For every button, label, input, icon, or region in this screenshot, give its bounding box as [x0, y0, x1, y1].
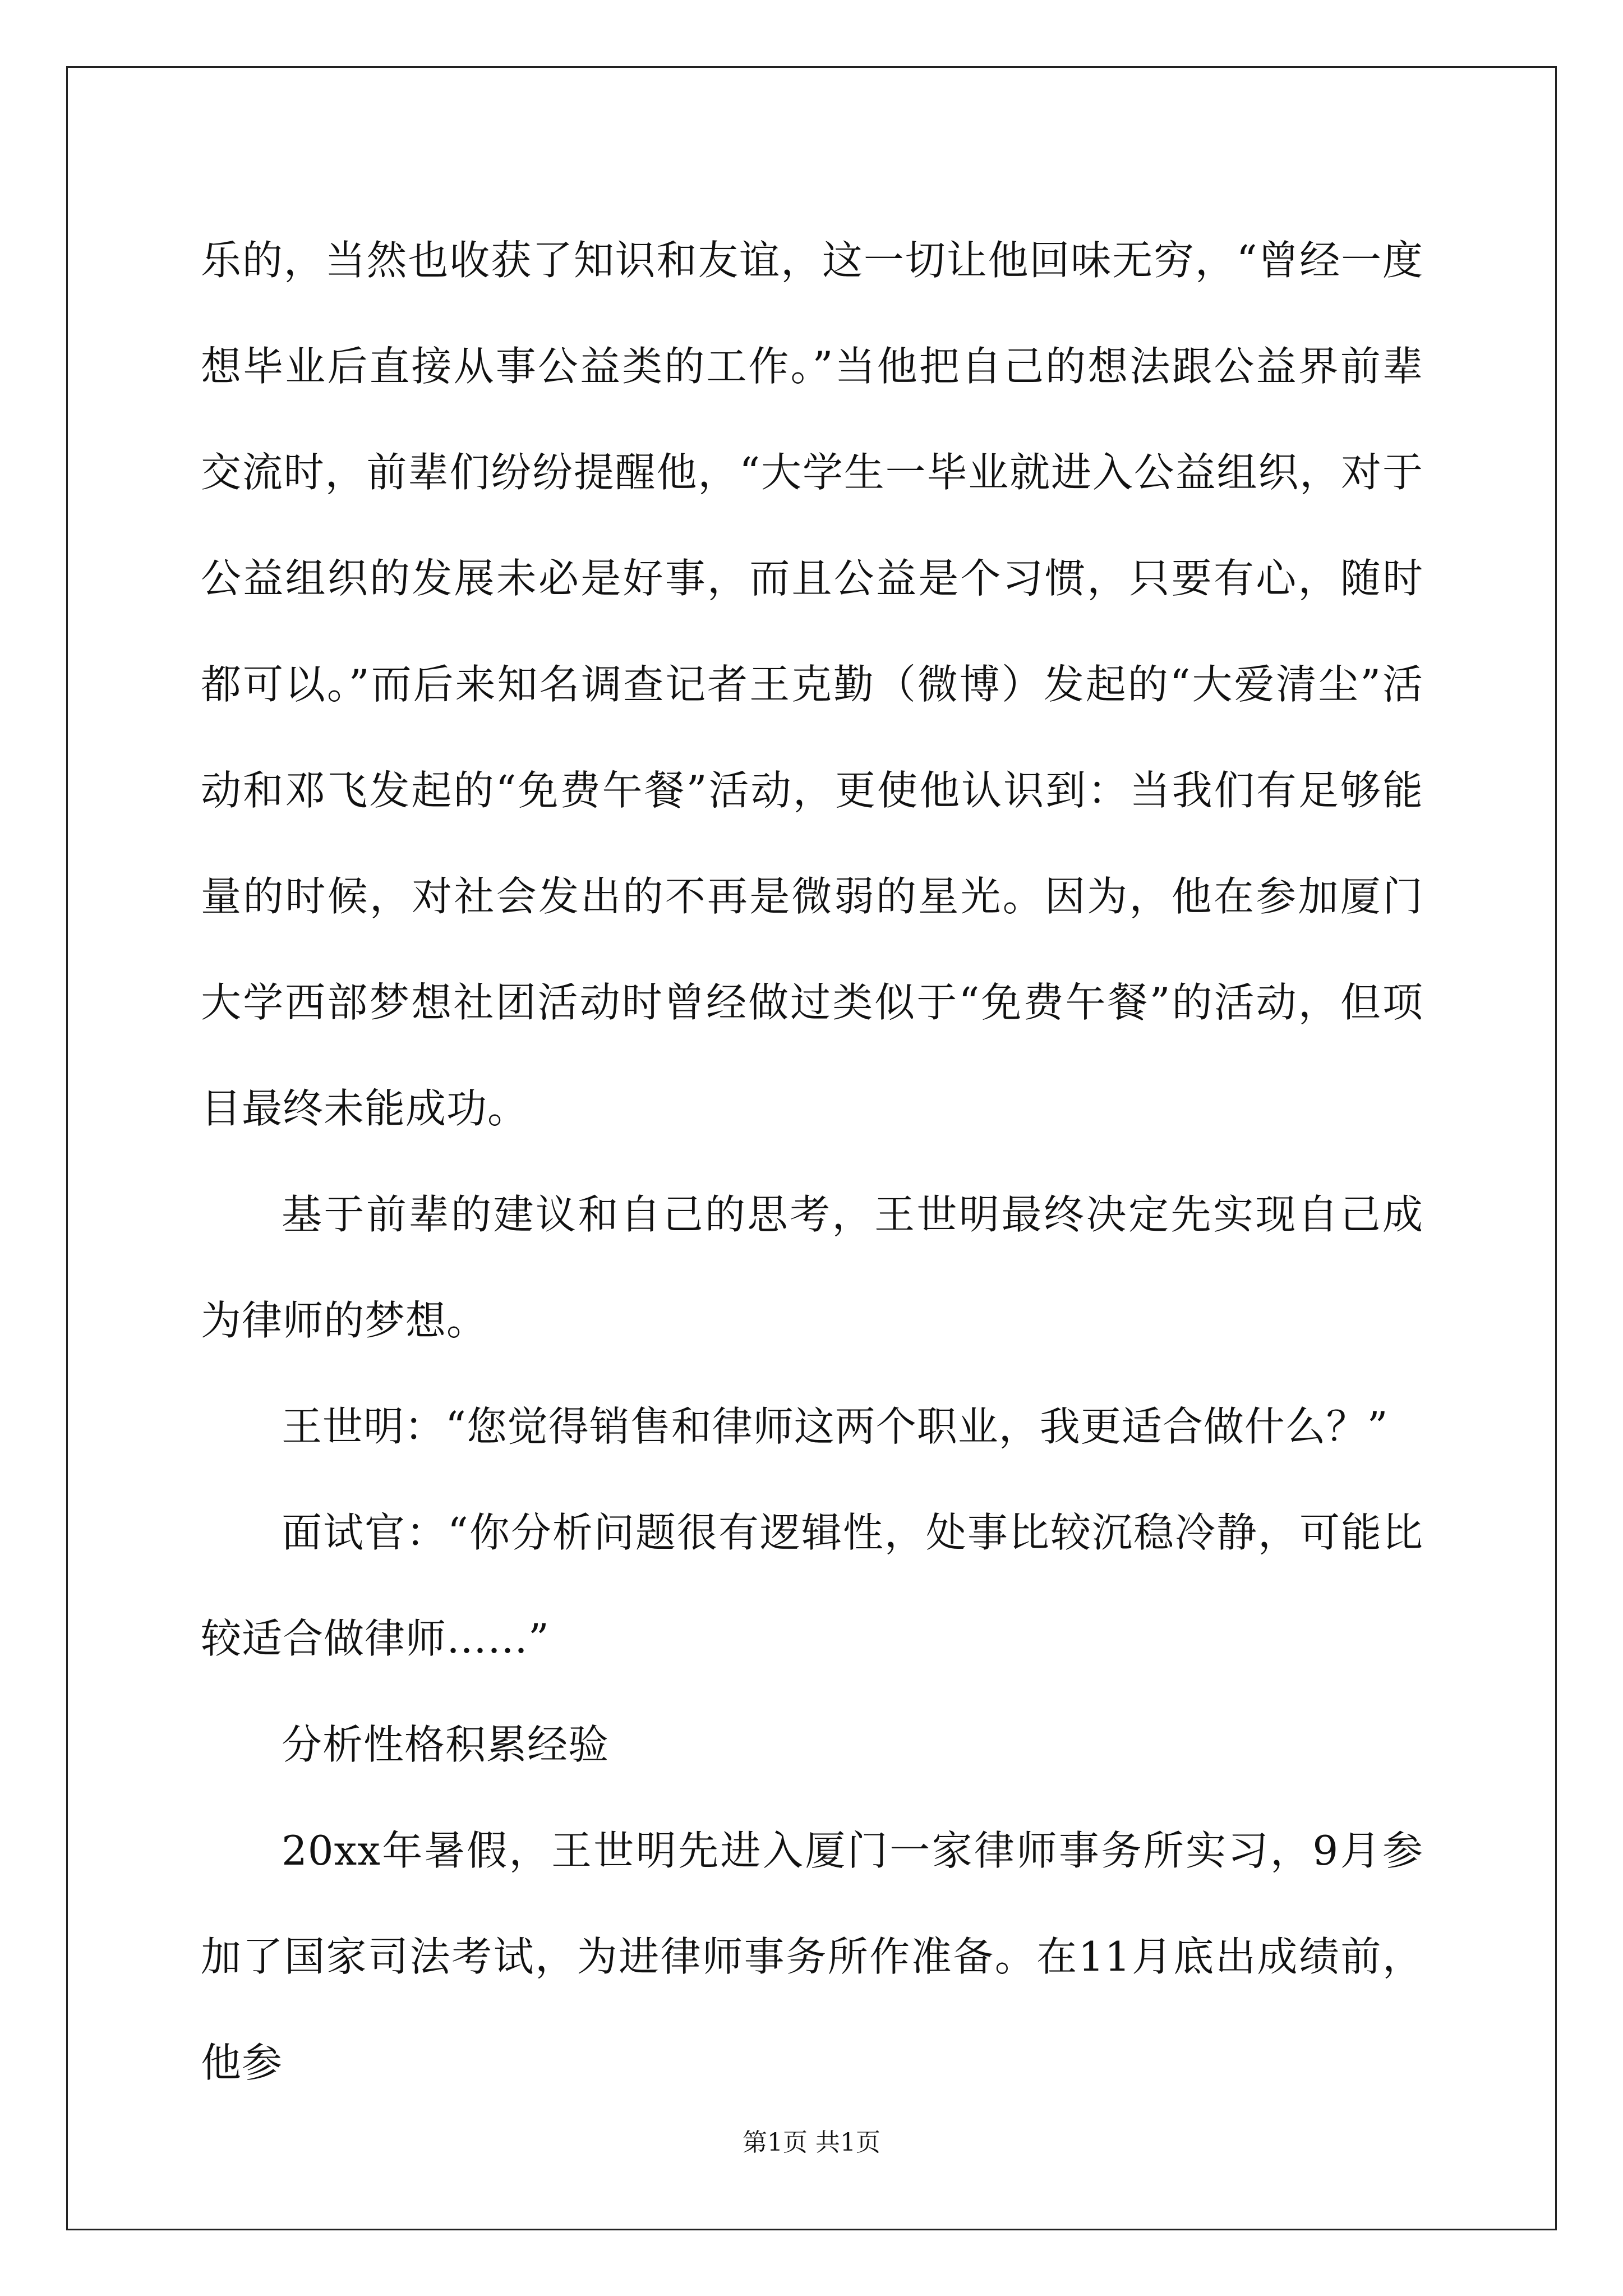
paragraph-1: 乐的，当然也收获了知识和友谊，这一切让他回味无穷，“曾经一度想毕业后直接从事公益类的工作。”当他把自己的想法跟公益界前辈交流时，前辈们纷纷提醒他，“大学生一毕业就进入公益组织，对于公益组织的发展未必是好事，而且公益是个习惯，只要有心，随时都可以。”而后来知名调查记者王克勤（微博）发起的“大爱清尘”活动和邓飞发起的“免费午餐”活动，更使他认识到：当我们有足够能量的时候，对社会发出的不再是微弱的星光。因为，他在参加厦门大学西部梦想社团活动时曾经做过类似于“免费午餐”的活动，但项目最终未能成功。	[201, 237, 1423, 1132]
paragraph-2: 基于前辈的建议和自己的思考，王世明最终决定先实现自己成为律师的梦想。	[201, 1191, 1423, 1344]
page-number-footer: 第1页 共1页	[743, 2128, 880, 2157]
paragraph-3: 王世明：“您觉得销售和律师这两个职业，我更适合做什么？”	[282, 1403, 1389, 1450]
document-body	[201, 208, 1423, 2116]
section-heading: 分析性格积累经验	[282, 1721, 610, 1768]
paragraph-4: 面试官：“你分析问题很有逻辑性，处事比较沉稳冷静，可能比较适合做律师……”	[201, 1509, 1423, 1662]
paragraph-6: 20xx年暑假，王世明先进入厦门一家律师事务所实习，9月参加了国家司法考试，为进律师事务所作准备。在11月底出成绩前，他参	[201, 1827, 1423, 2086]
